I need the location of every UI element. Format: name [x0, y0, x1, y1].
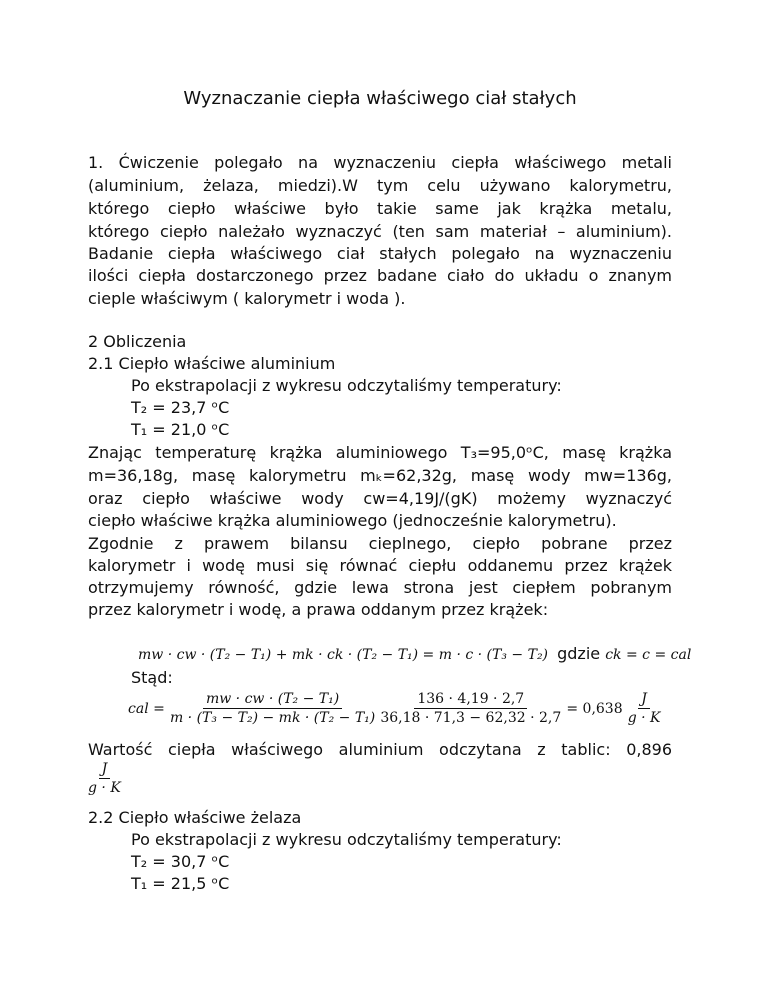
equation-lhs: cal =	[128, 701, 165, 717]
body-line: m=36,18g, masę kalorymetru mₖ=62,32g, masę wody mw=136g,	[88, 466, 672, 485]
intro-line: Badanie ciepła właściwego ciał stałych polegało na wyznaczeniu	[88, 244, 672, 263]
text-line: Po ekstrapolacji z wykresu odczytaliśmy temperatury:	[131, 376, 562, 395]
body-line: oraz ciepło właściwe wody cw=4,19J/(gK) możemy wyznaczyć	[88, 489, 672, 508]
intro-line: cieple właściwym ( kalorymetr i woda ).	[88, 289, 406, 308]
body-line: kalorymetr i wodę musi się równać ciepłu oddanemu przez krążek	[88, 556, 672, 575]
temperature-t2: T₂ = 23,7 ᵒC	[131, 398, 230, 417]
subsection-heading: 2.2 Ciepło właściwe żelaza	[88, 808, 302, 827]
body-line: przez kalorymetr i wodę, a prawa oddanym przez krążek:	[88, 600, 549, 619]
intro-line: którego ciepło właściwe było takie same jak krążka metalu,	[88, 199, 672, 218]
body-line: otrzymujemy równość, gdzie lewa strona jest ciepłem pobranym	[88, 578, 672, 597]
body-line: Zgodnie z prawem bilansu cieplnego, ciepło pobrane przez	[88, 534, 672, 553]
temperature-t1: T₁ = 21,0 ᵒC	[131, 420, 230, 439]
equation-condition: ck = c = cal	[605, 647, 692, 663]
result-value: = 0,638	[566, 701, 623, 717]
intro-line: ilości ciepła dostarczonego przez badane ciało do układu o znanym	[88, 266, 672, 285]
table-value-line: Wartość ciepła właściwego aluminium odczytana z tablic: 0,896	[88, 740, 672, 759]
fraction-symbolic: $\frac{\text{mw · cw · (T₂ − T₁)}}{\text{m · (T₃ − T₂) − mk · (T₂ − T₁)}}$	[169, 691, 376, 726]
temperature-t2: T₂ = 30,7 ᵒC	[131, 852, 230, 871]
text-line: Po ekstrapolacji z wykresu odczytaliśmy temperatury:	[131, 830, 562, 849]
temperature-t1: T₁ = 21,5 ᵒC	[131, 874, 230, 893]
equation-lhs: mw · cw · (T₂ − T₁) + mk · ck · (T₂ − T₁) = m · c · (T₃ − T₂)	[138, 647, 549, 663]
intro-line: którego ciepło należało wyznaczyć (ten sam materiał – aluminium).	[88, 222, 672, 241]
unit-fraction: $\frac{J}{g \cdot K}$	[627, 691, 661, 726]
body-line: ciepło właściwe krążka aluminiowego (jednocześnie kalorymetru).	[88, 511, 617, 530]
section-heading: 2 Obliczenia	[88, 332, 187, 351]
intro-line: 1. Ćwiczenie polegało na wyznaczeniu ciepła właściwego metali	[88, 153, 672, 172]
body-line: Znając temperaturę krążka aluminiowego T₃=95,0ᵒC, masę krążka	[88, 443, 672, 462]
intro-line: (aluminium, żelaza, miedzi).W tym celu używano kalorymetru,	[88, 176, 672, 195]
stad-text: Stąd:	[131, 668, 173, 687]
subsection-heading: 2.1 Ciepło właściwe aluminium	[88, 354, 336, 373]
gdzie-text: gdzie	[557, 644, 601, 663]
specific-heat-equation	[128, 690, 661, 727]
balance-equation	[138, 643, 691, 666]
document-title: Wyznaczanie ciepła właściwego ciał stałych	[183, 88, 577, 109]
table-value-unit: $\frac{J}{g \cdot K}$	[88, 761, 121, 796]
fraction-numeric: $\frac{136 \cdot 4,19 \cdot 2,7}{36,18 \cdot 71,3 - 62,32 \cdot 2,7}$	[380, 691, 562, 726]
